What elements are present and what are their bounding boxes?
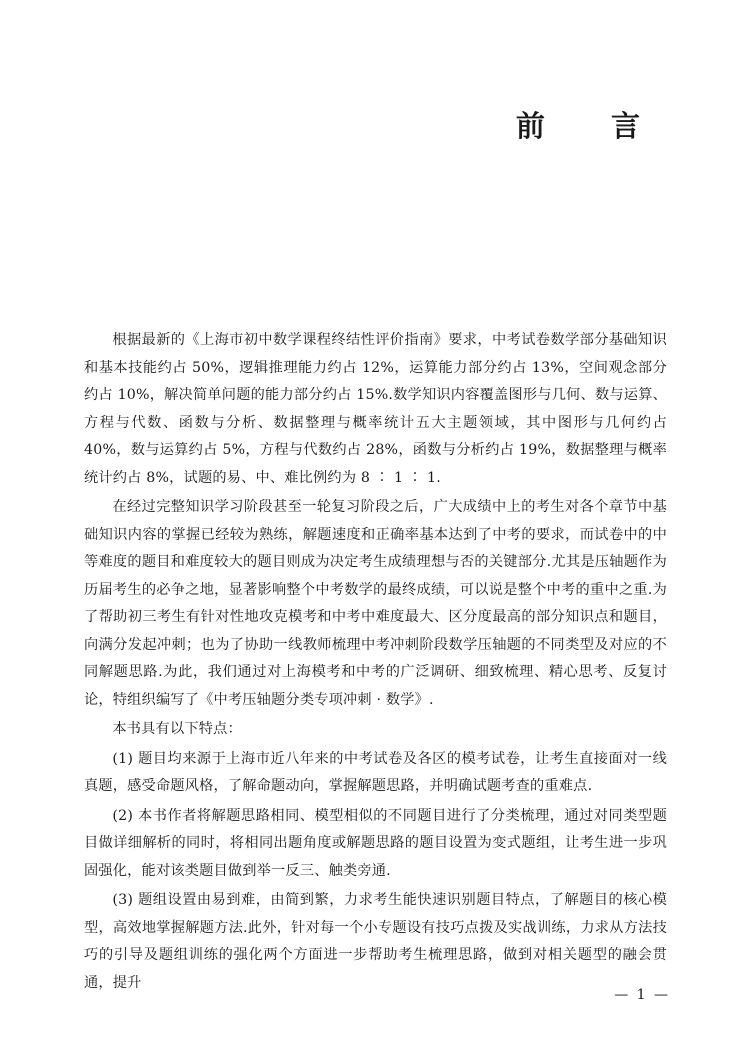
paragraph-feature-3: (3) 题组设置由易到难，由简到繁，力求考生能快速识别题目特点，了解题目的核心模型，高效地掌握解题方法.此外，针对每一个小专题设有技巧点拨及实战训练，力求从方法技巧的引导及题组训练的强化两个方面进一步帮助考生梳理思路，做到对相关题型的融会贯通，提升 — [84, 892, 667, 991]
paragraph-feature-1: (1) 题目均来源于上海市近八年来的中考试卷及各区的模考试卷，让考生直接面对一线真题，感受命题风格，了解命题动向，掌握解题思路，并明确试题考查的重难点. — [84, 750, 667, 794]
page-title: 前 言 — [515, 109, 668, 143]
paragraph-book-purpose: 在经过完整知识学习阶段甚至一轮复习阶段之后，广大成绩中上的考生对各个章节中基础知识内容的掌握已经较为熟练，解题速度和正确率基本达到了中考的要求，而试卷中的中等难度的题目和难度较大的题目则成为决定考生成绩理想与否的关键部分.尤其是压轴题作为历届考生的必争之地，显著影响整个中考数学的最终成绩，可以说是整个中考的重中之重.为了帮助初三考生有针对性地攻克模考和中考中难度最大、区分度最高的部分知识点和题目，向满分发起冲刺；也为了协助一线教师梳理中考冲刺阶段数学压轴题的不同类型及对应的不同解题思路.为此，我们通过对上海模考和中考的广泛调研、细致梳理、精心思考、反复讨论，特组织编写了《中考压轴题分类专项冲刺 · 数学》. — [84, 499, 667, 708]
paragraph-feature-2: (2) 本书作者将解题思路相同、模型相似的不同题目进行了分类梳理，通过对同类型题目做详细解析的同时，将相同出题角度或解题思路的题目设置为变式题组，让考生进一步巩固强化，能对该类题目做到举一反三、触类旁通. — [84, 807, 667, 879]
paragraph-features-intro: 本书具有以下特点： — [112, 721, 242, 737]
page-number: — 1 — — [614, 987, 670, 1003]
paragraph-exam-structure: 根据最新的《上海市初中数学课程终结性评价指南》要求，中考试卷数学部分基础知识和基本技能约占 50%，逻辑推理能力约占 12%，运算能力部分约占 13%，空间观念部分约占 10%，解决简单问题的能力部分约占 15%.数学知识内容覆盖图形与几何、数与运算、方程与代数、函数与分析、数据整理与概率统计五大主题领域，其中图形与几何约占 40%，数与运算约占 5%，方程与代数约占 28%，函数与分析约占 19%，数据整理与概率统计约占 8%，试题的易、中、难比例约为 8 ∶ 1 ∶ 1. — [84, 332, 667, 486]
preface-body — [84, 327, 667, 997]
